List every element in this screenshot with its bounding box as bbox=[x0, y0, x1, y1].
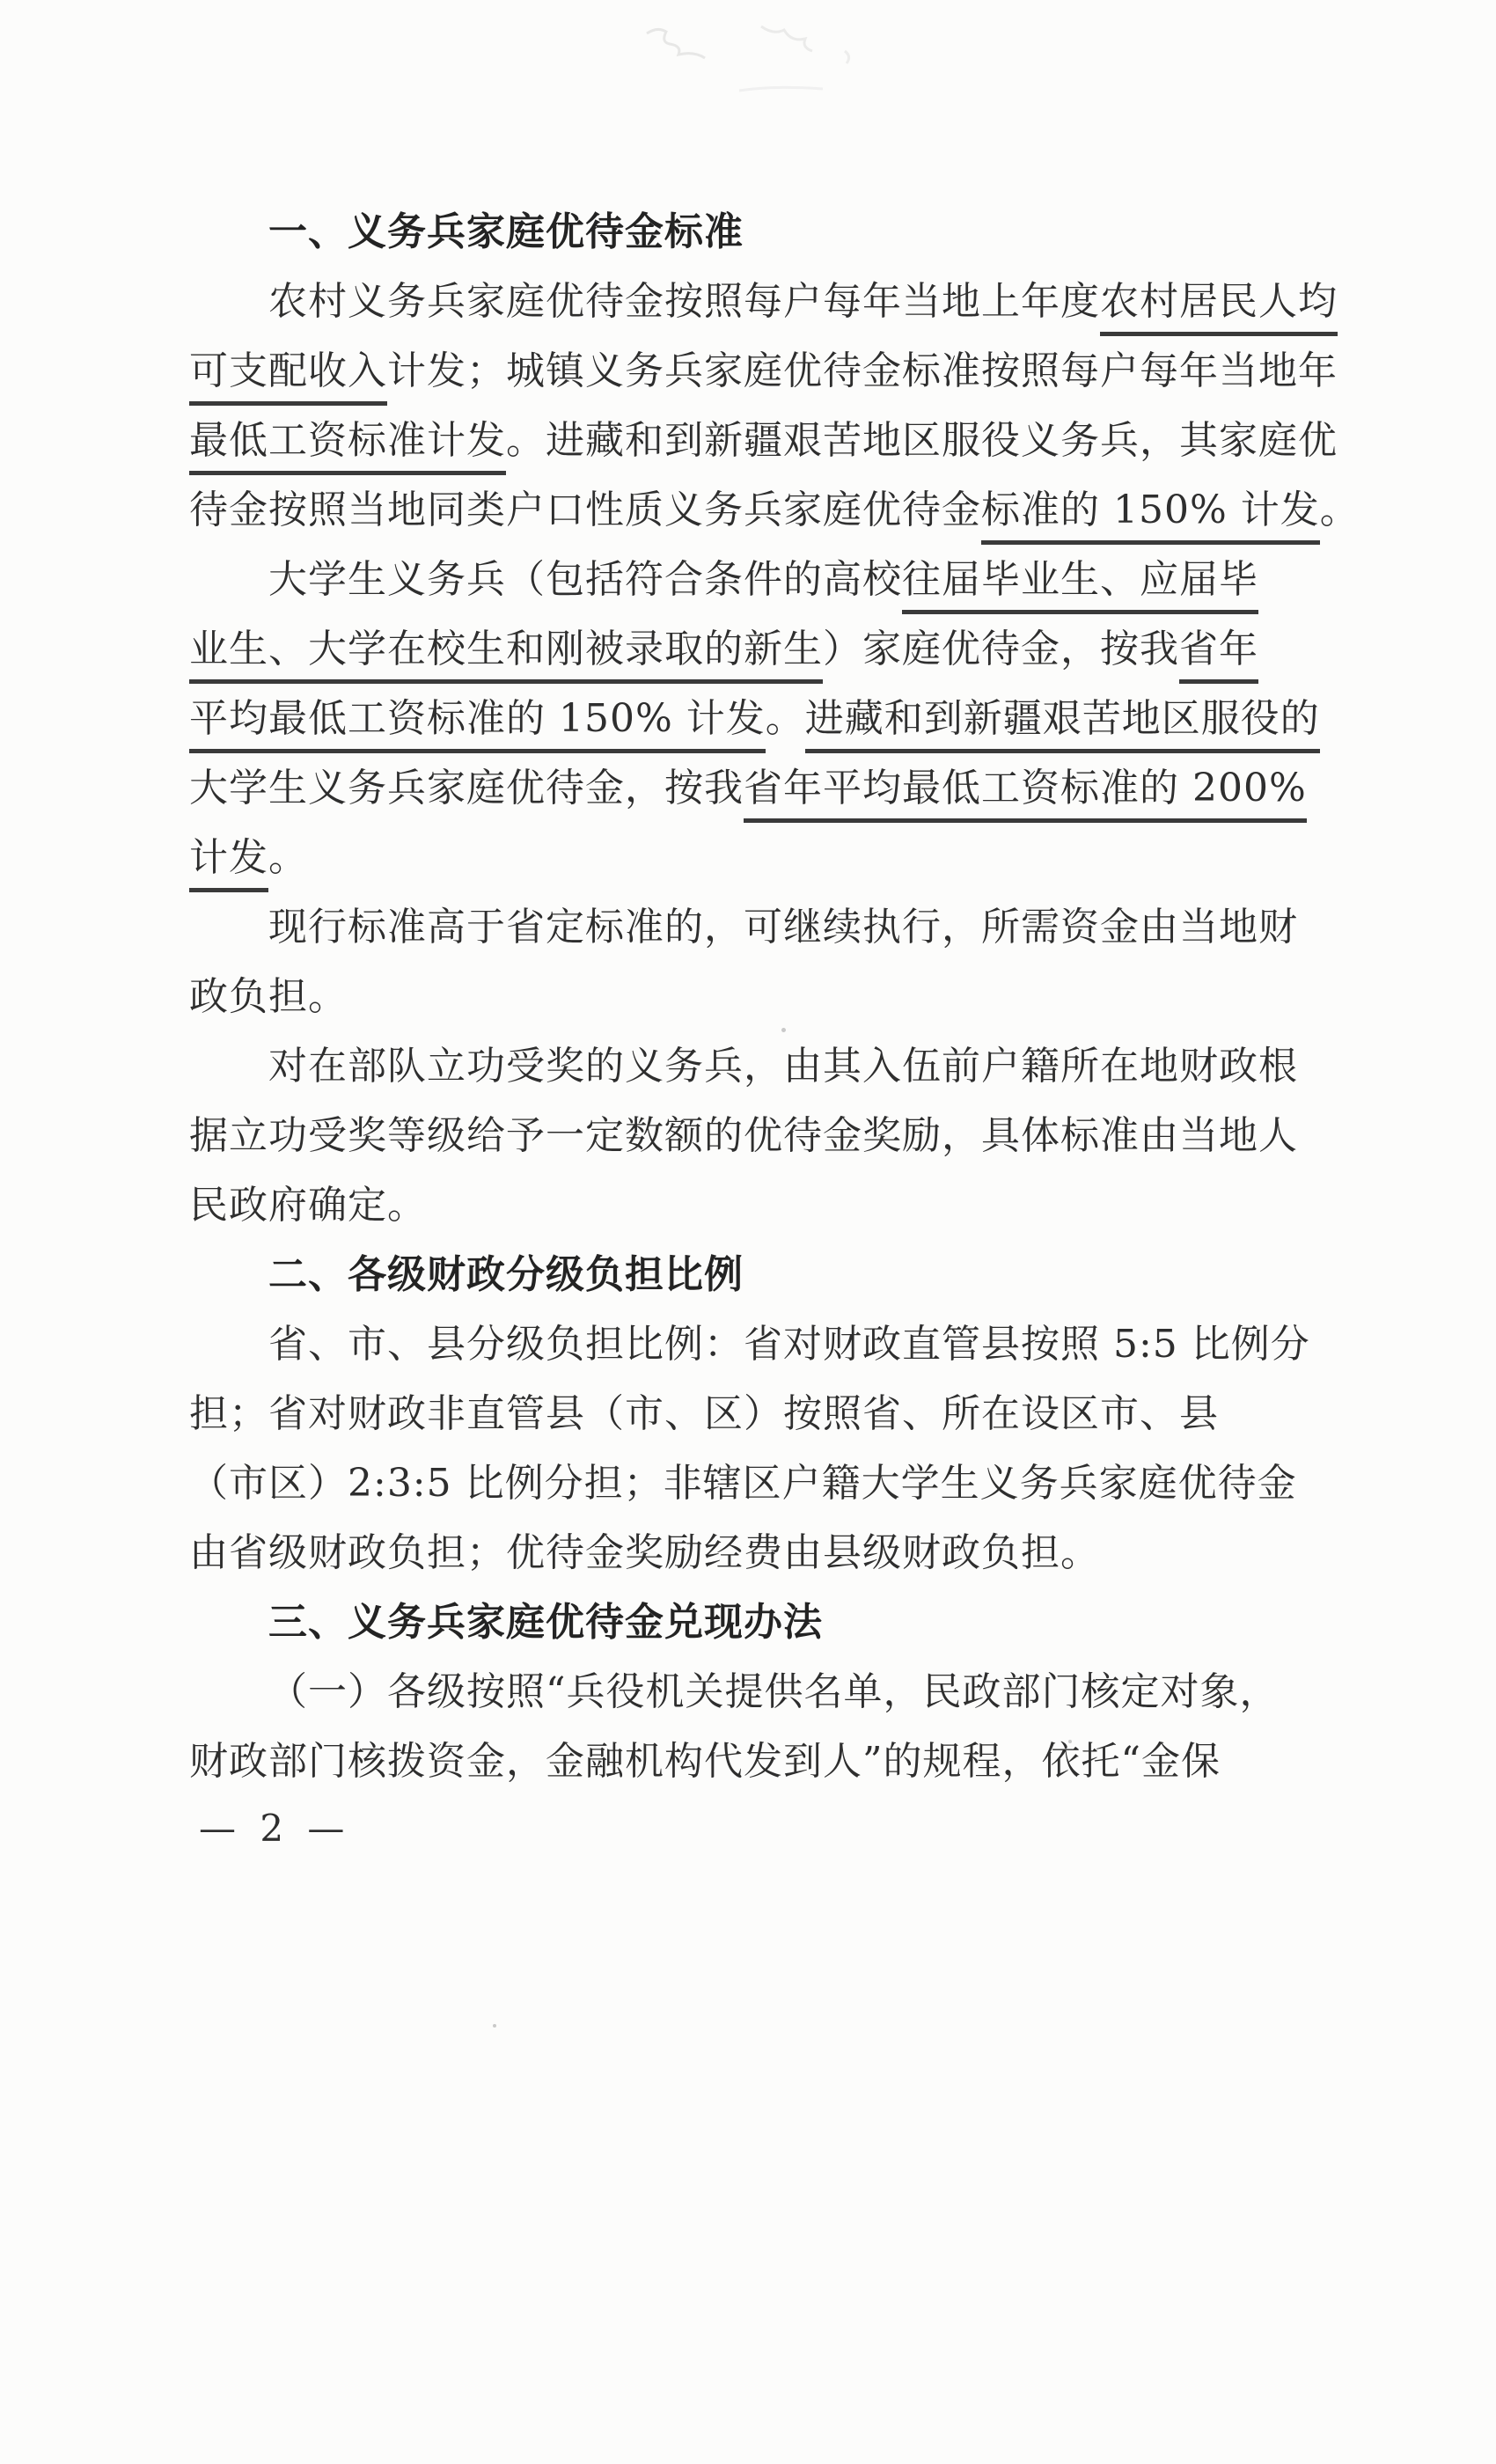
text-line bbox=[189, 267, 1338, 336]
text-segment: 政负担。 bbox=[189, 974, 348, 1019]
text-segment: 待金按照当地同类户口性质义务兵家庭优待金 bbox=[189, 488, 981, 532]
text-segment: 对在部队立功受奖的义务兵，由其入伍前户籍所在地财政根 bbox=[268, 1044, 1298, 1089]
underlined-phrase: 业生、大学在校生和刚被录取的新生 bbox=[189, 627, 823, 684]
text-line bbox=[189, 1101, 1298, 1170]
text-segment: 现行标准高于省定标准的，可继续执行，所需资金由当地财 bbox=[268, 905, 1298, 950]
section-heading: 二、各级财政分级负担比例 bbox=[268, 1252, 744, 1297]
underlined-phrase: 平均最低工资标准的 150% 计发 bbox=[189, 696, 766, 753]
text-line bbox=[189, 1031, 1298, 1101]
text-segment: 。 bbox=[765, 696, 805, 741]
text-line bbox=[189, 1309, 1310, 1379]
text-line bbox=[189, 406, 1338, 475]
text-segment: 省、市、县分级负担比例：省对财政直管县按照 5:5 比例分 bbox=[268, 1322, 1310, 1367]
underlined-phrase: 往届毕业生、应届毕 bbox=[902, 557, 1258, 614]
scan-smudge-artifact bbox=[563, 7, 880, 113]
text-line bbox=[189, 684, 1320, 753]
underlined-phrase: 农村居民人均 bbox=[1100, 279, 1338, 336]
underlined-phrase: 标准的 150% 计发 bbox=[981, 488, 1320, 545]
text-line bbox=[189, 823, 1285, 892]
text-line bbox=[189, 545, 1285, 614]
text-segment: 。 bbox=[268, 835, 308, 880]
underlined-phrase: 省年平均最低工资标准的 200% bbox=[744, 766, 1307, 823]
document-body bbox=[189, 197, 1360, 1796]
text-line bbox=[189, 962, 1285, 1031]
text-segment: 大学生义务兵（包括符合条件的高校 bbox=[268, 557, 902, 602]
text-line bbox=[189, 475, 1360, 545]
text-segment: 由省级财政负担；优待金奖励经费由县级财政负担。 bbox=[189, 1530, 1100, 1575]
text-segment: 。 bbox=[1319, 488, 1360, 532]
text-line bbox=[189, 1448, 1297, 1518]
text-line bbox=[189, 1518, 1285, 1588]
page-number: — 2 — bbox=[199, 1807, 351, 1850]
text-segment: 担；省对财政非直管县（市、区）按照省、所在设区市、县 bbox=[189, 1391, 1219, 1436]
text-line bbox=[189, 753, 1307, 823]
underlined-phrase: 可支配收入 bbox=[189, 348, 387, 406]
text-segment: ）家庭优待金，按我 bbox=[823, 627, 1179, 671]
section-heading: 一、义务兵家庭优待金标准 bbox=[268, 209, 744, 254]
text-line bbox=[189, 1170, 1285, 1240]
text-line bbox=[189, 614, 1285, 684]
section-heading: 三、义务兵家庭优待金兑现办法 bbox=[268, 1600, 823, 1645]
text-segment: 大学生义务兵家庭优待金，按我 bbox=[189, 766, 744, 810]
underlined-phrase: 省年 bbox=[1179, 627, 1258, 684]
underlined-phrase: 进藏和到新疆艰苦地区服役的 bbox=[805, 696, 1320, 753]
text-line bbox=[189, 1379, 1285, 1448]
text-segment: 民政府确定。 bbox=[189, 1183, 427, 1228]
text-segment: 农村义务兵家庭优待金按照每户每年当地上年度 bbox=[268, 279, 1100, 324]
text-line bbox=[189, 892, 1298, 962]
text-segment: 计发；城镇义务兵家庭优待金标准按照每户每年当地年 bbox=[387, 348, 1338, 393]
underlined-phrase: 计发 bbox=[189, 835, 268, 892]
text-line bbox=[189, 1657, 1285, 1727]
text-segment: 据立功受奖等级给予一定数额的优待金奖励，具体标准由当地人 bbox=[189, 1113, 1298, 1158]
scan-speck bbox=[493, 2024, 496, 2028]
text-line bbox=[189, 336, 1338, 406]
text-segment: （市区）2:3:5 比例分担；非辖区户籍大学生义务兵家庭优待金 bbox=[189, 1461, 1297, 1506]
underlined-phrase: 最低工资标准计发 bbox=[189, 418, 506, 475]
text-segment: 。进藏和到新疆艰苦地区服役义务兵，其家庭优 bbox=[506, 418, 1338, 463]
text-segment: 财政部门核拨资金，金融机构代发到人”的规程，依托“金保 bbox=[189, 1739, 1221, 1784]
text-segment: （一）各级按照“兵役机关提供名单，民政部门核定对象， bbox=[268, 1669, 1280, 1714]
text-line bbox=[189, 1727, 1285, 1796]
